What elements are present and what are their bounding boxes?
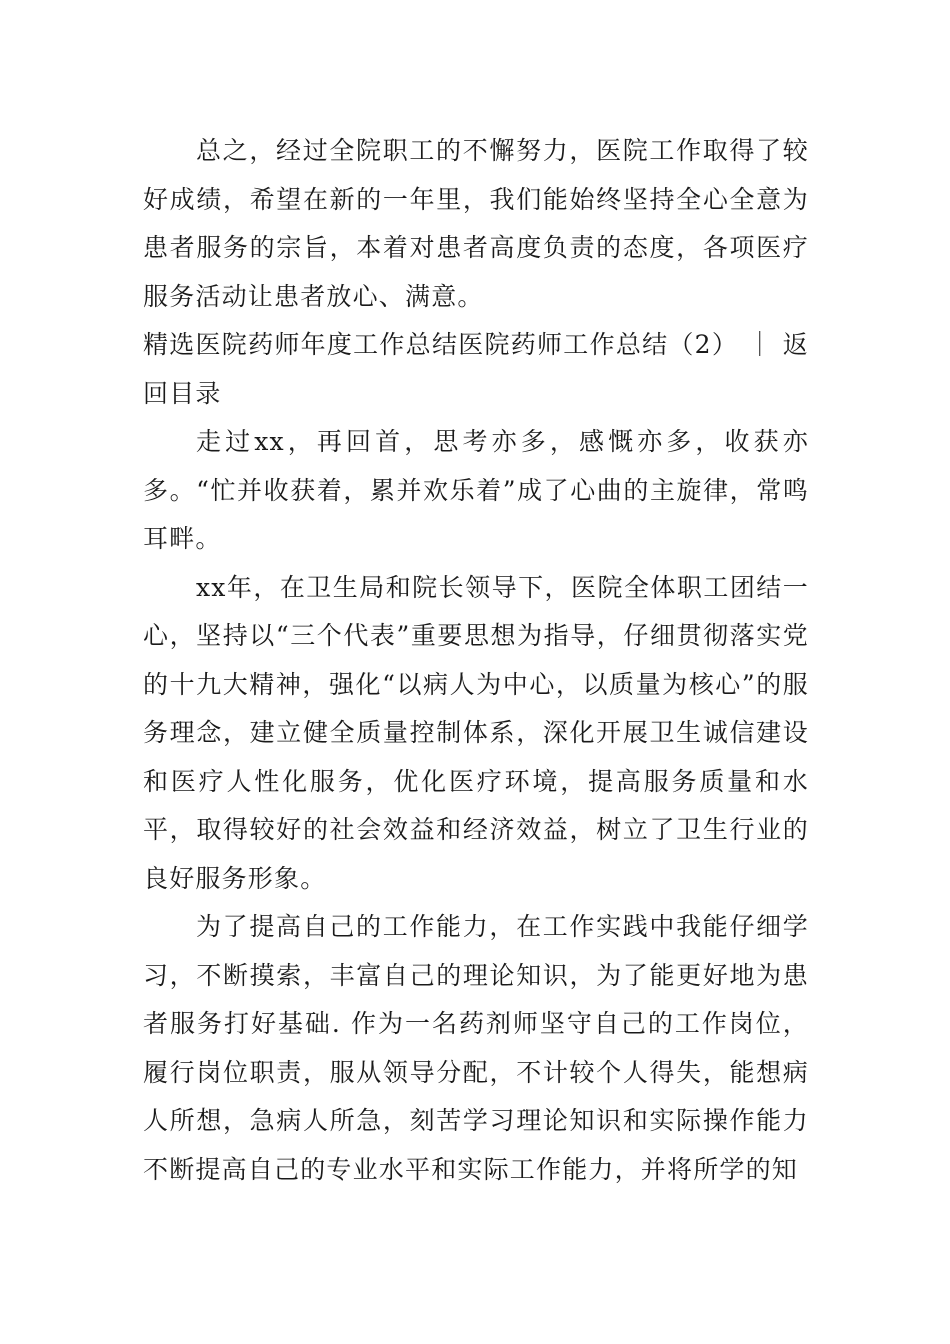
body-paragraph: 为了提高自己的工作能力，在工作实践中我能仔细学习，不断摸索，丰富自己的理论知识，为了能更好地为患者服务打好基础. 作为一名药剂师坚守自己的工作岗位，履行岗位职责，服从领导分配，不计较个人得失，能想病人所想，急病人所急，刻苦学习理论知识和实际操作能力不断提高自己的专业水平和实际工作能力，并将所学的知 <box>143 912 809 1184</box>
heading-separator: ｜ <box>738 330 783 359</box>
body-paragraph: xx年，在卫生局和院长领导下，医院全体职工团结一心，坚持以“三个代表”重要思想为指导，仔细贯彻落实党的十九大精神，强化“以病人为中心，以质量为核心”的服务理念，建立健全质量控制体系，深化开展卫生诚信建设和医疗人性化服务，优化医疗环境，提高服务质量和水平，取得较好的社会效益和经济效益，树立了卫生行业的良好服务形象。 <box>143 572 809 893</box>
section-heading <box>143 321 809 418</box>
intro-paragraph: 总之，经过全院职工的不懈努力，医院工作取得了较好成绩，希望在新的一年里，我们能始终坚持全心全意为患者服务的宗旨，本着对患者高度负责的态度，各项医疗服务活动让患者放心、满意。 <box>143 136 809 311</box>
body-paragraph: 走过xx，再回首，思考亦多，感慨亦多，收获亦多。“忙并收获着，累并欢乐着”成了心曲的主旋律，常鸣耳畔。 <box>143 427 809 553</box>
back-to-toc-link[interactable]: 返回目录 <box>143 330 809 408</box>
document-body <box>143 127 809 1194</box>
section-title: 精选医院药师年度工作总结医院药师工作总结（2） <box>143 330 739 359</box>
